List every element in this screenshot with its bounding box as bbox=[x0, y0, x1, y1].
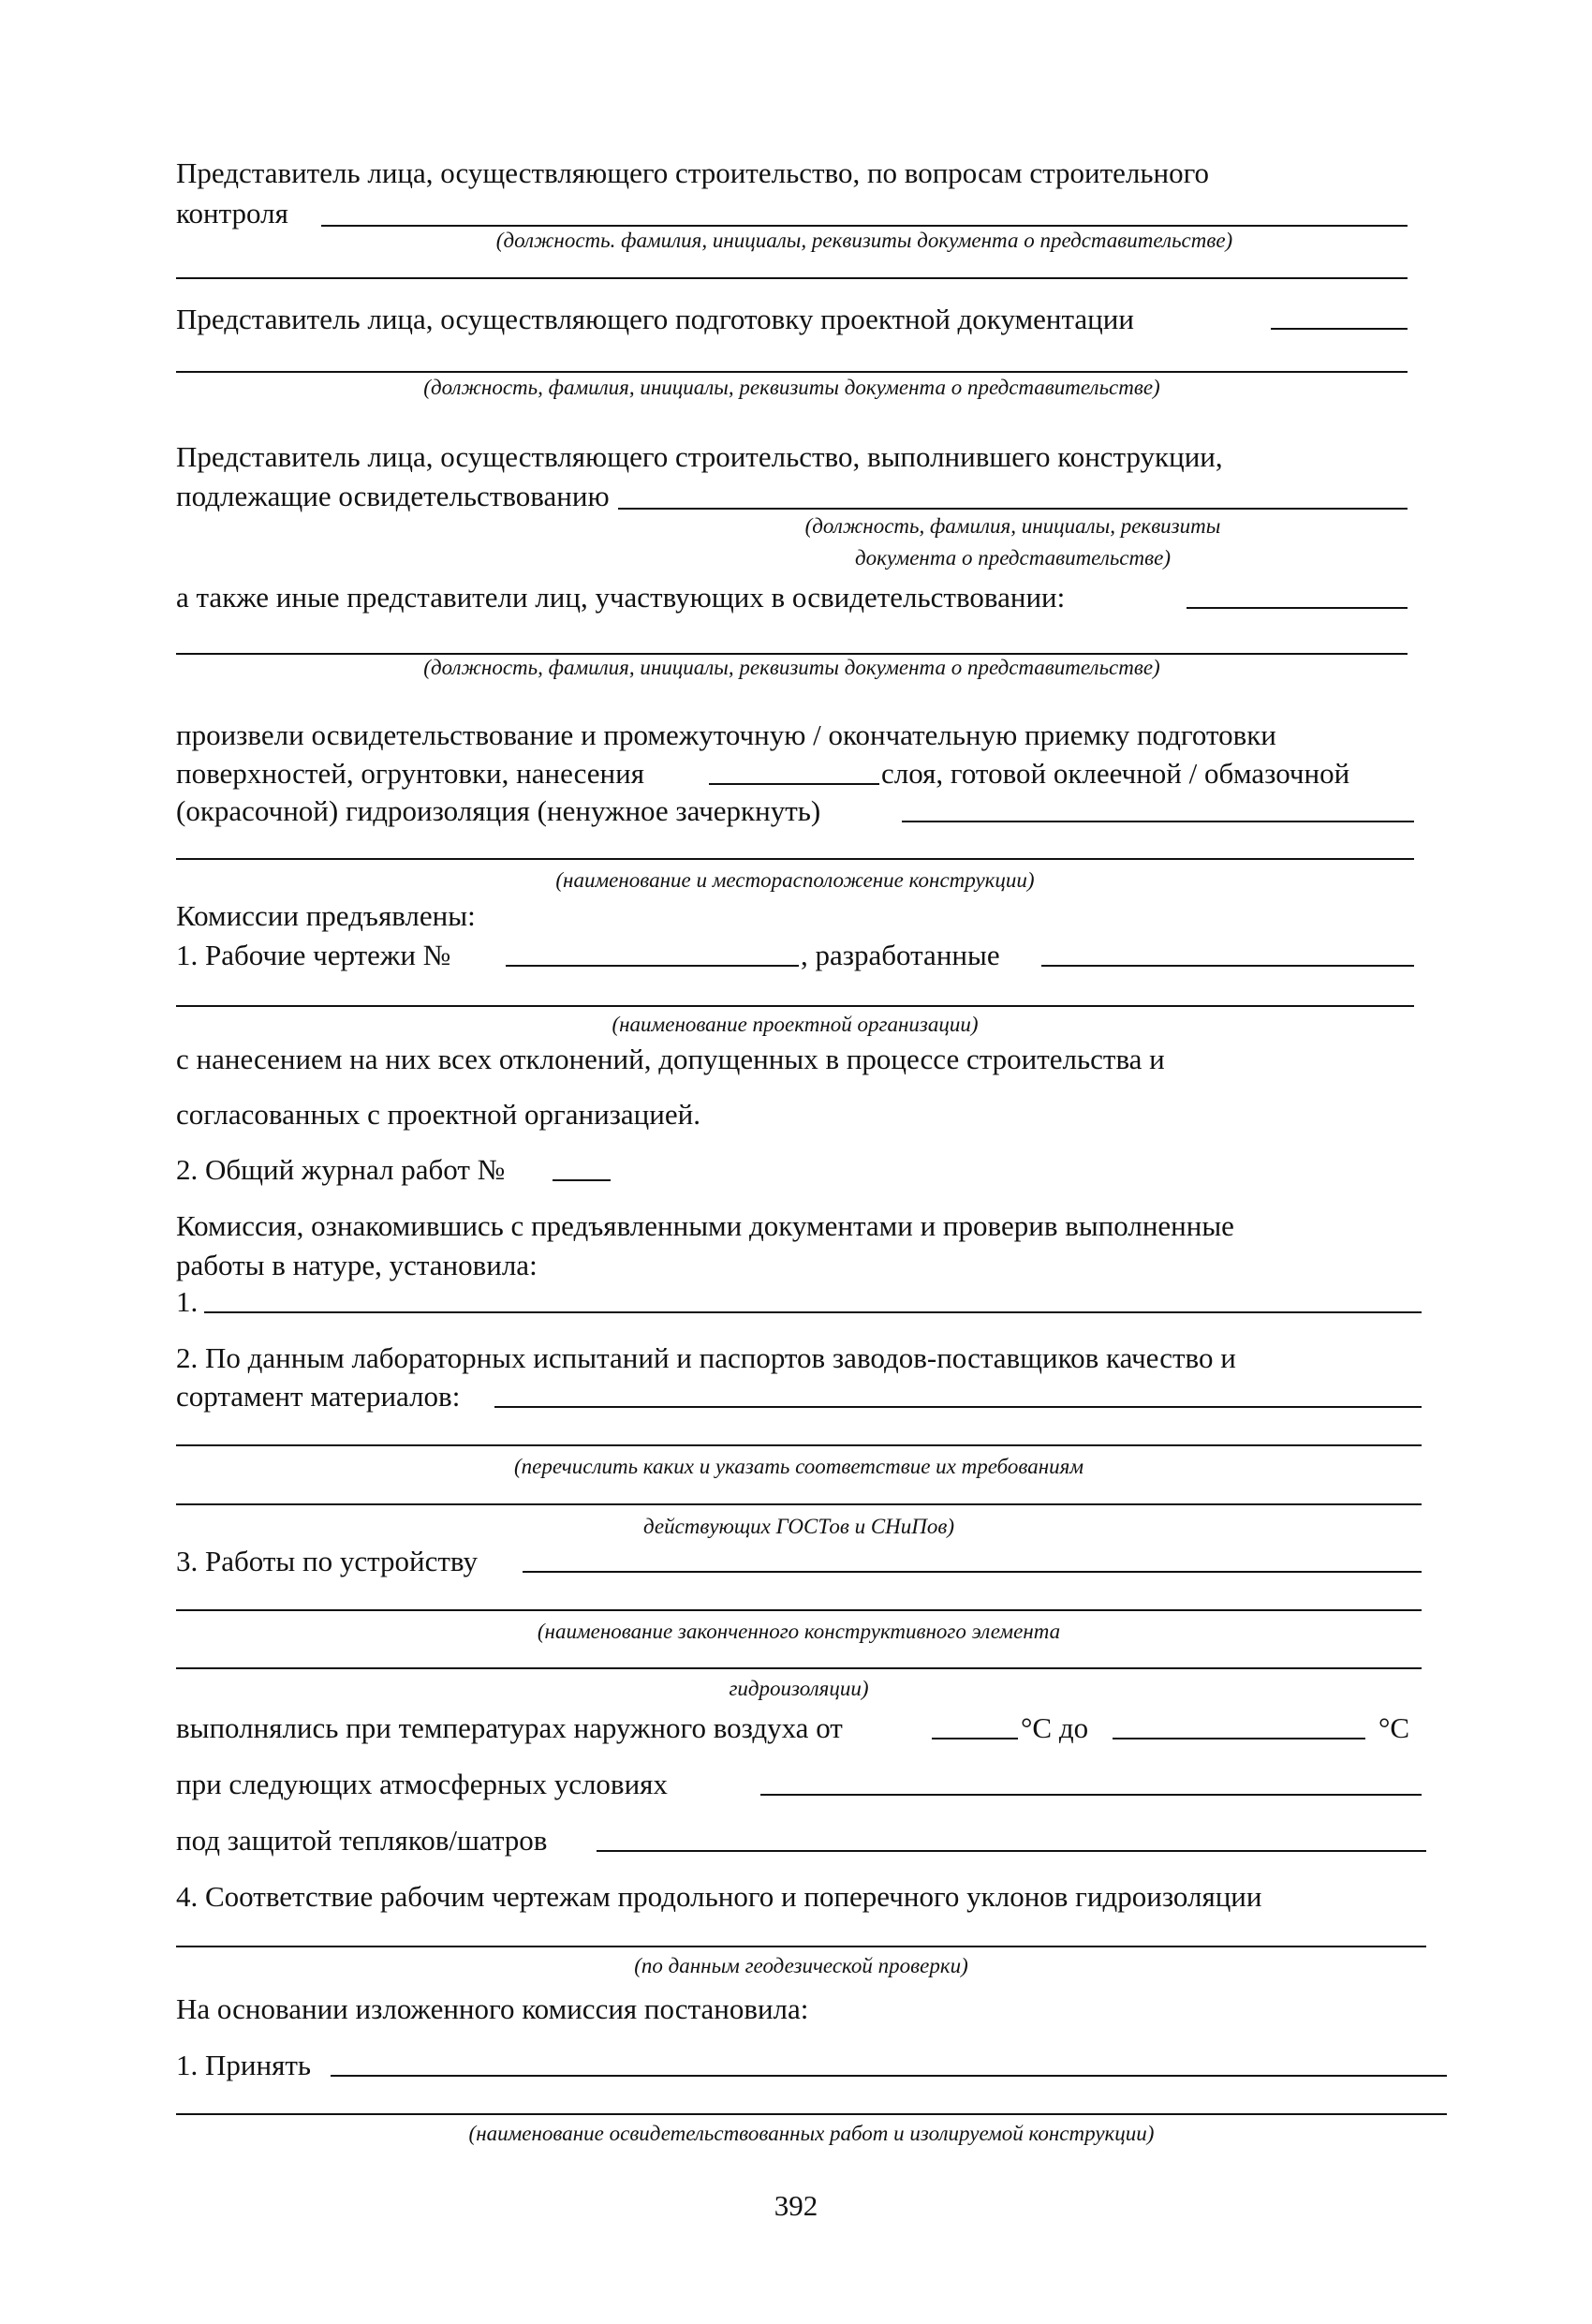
text-line: Представитель лица, осуществляющего строительство, по вопросам строительного bbox=[176, 156, 1210, 189]
caption: (по данным геодезической проверки) bbox=[634, 1954, 968, 1977]
caption: гидроизоляции) bbox=[729, 1677, 869, 1700]
fill-line bbox=[176, 653, 1408, 655]
fill-line bbox=[709, 783, 879, 785]
text-line: сортамент материалов: bbox=[176, 1380, 461, 1413]
text-line: а также иные представители лиц, участвующих в освидетельствовании: bbox=[176, 581, 1066, 614]
fill-line bbox=[494, 1406, 1422, 1408]
text-line: 3. Работы по устройству bbox=[176, 1545, 478, 1577]
caption: (наименование освидетельствованных работ и изолируемой конструкции) bbox=[468, 2122, 1155, 2145]
text-line: 4. Соответствие рабочим чертежам продольного и поперечного уклонов гидроизоляции bbox=[176, 1880, 1262, 1913]
text-line: работы в натуре, установила: bbox=[176, 1249, 538, 1281]
text-line: 1. bbox=[176, 1285, 199, 1318]
text-line: 2. По данным лабораторных испытаний и паспортов заводов-поставщиков качество и bbox=[176, 1341, 1236, 1374]
caption: (должность, фамилия, инициалы, реквизиты bbox=[804, 514, 1221, 538]
text-line: 2. Общий журнал работ № bbox=[176, 1153, 506, 1186]
text-line: подлежащие освидетельствованию bbox=[176, 480, 610, 512]
fill-line bbox=[553, 1179, 611, 1181]
text-line: , разработанные bbox=[801, 939, 1000, 971]
fill-line bbox=[1271, 328, 1408, 330]
caption: (перечислить каких и указать соответствие их требованиям bbox=[513, 1455, 1083, 1478]
fill-line bbox=[176, 858, 1414, 860]
fill-line bbox=[176, 277, 1408, 279]
text-line: слоя, готовой оклеечной / обмазочной bbox=[881, 757, 1350, 790]
text-line: На основании изложенного комиссия постановила: bbox=[176, 1992, 809, 2025]
caption: (должность, фамилия, инициалы, реквизиты документа о представительстве) bbox=[423, 656, 1160, 679]
caption: (наименование законченного конструктивного элемента bbox=[537, 1620, 1061, 1643]
text-line: под защитой тепляков/шатров bbox=[176, 1824, 548, 1857]
text-line: 1. Рабочие чертежи № bbox=[176, 939, 451, 971]
text-line: контроля bbox=[176, 197, 288, 229]
fill-line bbox=[204, 1311, 1422, 1313]
text-line: (окрасочной) гидроизоляция (ненужное зачеркнуть) bbox=[176, 794, 821, 827]
caption: (наименование и месторасположение конструкции) bbox=[555, 868, 1035, 892]
fill-line bbox=[760, 1794, 1422, 1796]
text-line: выполнялись при температурах наружного воздуха от bbox=[176, 1711, 843, 1744]
text-line: с нанесением на них всех отклонений, допущенных в процессе строительства и bbox=[176, 1043, 1165, 1075]
fill-line bbox=[1187, 607, 1408, 609]
fill-line bbox=[176, 1503, 1422, 1505]
caption: действующих ГОСТов и СНиПов) bbox=[642, 1515, 955, 1538]
fill-line bbox=[321, 225, 1408, 227]
text-line: 1. Принять bbox=[176, 2049, 312, 2081]
text-line: произвели освидетельствование и промежуточную / окончательную приемку подготовки bbox=[176, 718, 1276, 751]
fill-line bbox=[618, 508, 1408, 510]
fill-line bbox=[176, 1609, 1422, 1611]
fill-line bbox=[902, 821, 1414, 822]
caption: документа о представительстве) bbox=[855, 546, 1171, 570]
fill-line bbox=[1113, 1738, 1365, 1739]
fill-line bbox=[176, 1444, 1422, 1446]
caption: (должность. фамилия, инициалы, реквизиты документа о представительстве) bbox=[495, 229, 1233, 252]
fill-line bbox=[176, 1946, 1426, 1947]
text-line: согласованных с проектной организацией. bbox=[176, 1098, 700, 1131]
text-line: Представитель лица, осуществляющего строительство, выполнившего конструкции, bbox=[176, 440, 1223, 473]
page-number: 392 bbox=[774, 2189, 818, 2222]
fill-line bbox=[1041, 965, 1414, 967]
fill-line bbox=[176, 2113, 1447, 2115]
fill-line bbox=[932, 1738, 1018, 1739]
fill-line bbox=[523, 1571, 1422, 1573]
fill-line bbox=[331, 2075, 1447, 2077]
fill-line bbox=[176, 1667, 1422, 1669]
text-line: Комиссия, ознакомившись с предъявленными документами и проверив выполненные bbox=[176, 1209, 1234, 1242]
text-line: Представитель лица, осуществляющего подготовку проектной документации bbox=[176, 303, 1134, 335]
caption: (наименование проектной организации) bbox=[612, 1013, 979, 1036]
text-line: °С bbox=[1378, 1711, 1410, 1744]
caption: (должность, фамилия, инициалы, реквизиты документа о представительстве) bbox=[423, 376, 1160, 399]
text-line: °С до bbox=[1021, 1711, 1089, 1744]
fill-line bbox=[176, 1005, 1414, 1007]
text-line: Комиссии предъявлены: bbox=[176, 899, 476, 932]
fill-line bbox=[506, 965, 799, 967]
fill-line bbox=[597, 1850, 1426, 1852]
text-line: поверхностей, огрунтовки, нанесения bbox=[176, 757, 644, 790]
text-line: при следующих атмосферных условиях bbox=[176, 1768, 668, 1800]
fill-line bbox=[176, 371, 1408, 373]
